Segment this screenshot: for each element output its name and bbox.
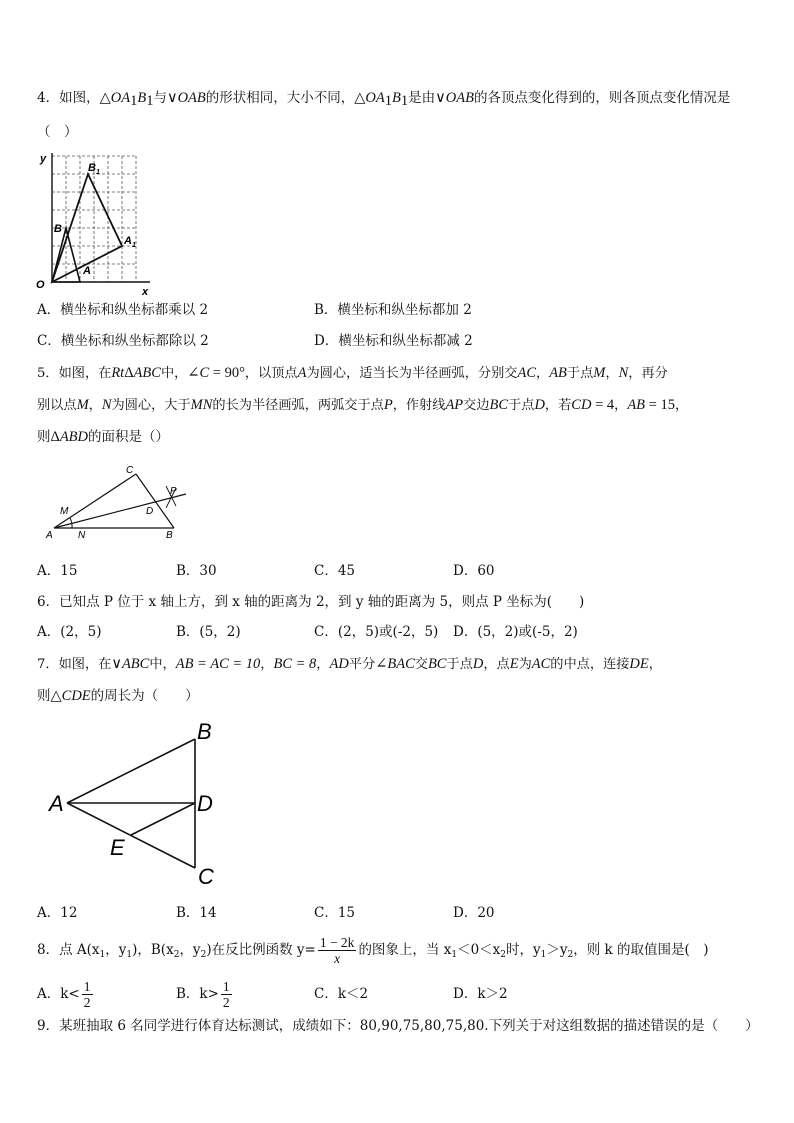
q4-option-a[interactable]: A．横坐标和纵坐标都乘以 2 — [37, 302, 209, 318]
q8-option-b-fraction: $\frac{1}{2}$ — [222, 979, 230, 1010]
q8-option-a-fraction: $\frac{1}{2}$ — [83, 979, 91, 1010]
q6-option-b[interactable]: B．(5，2) — [176, 624, 241, 640]
q5-label-d: D — [146, 506, 154, 517]
q5-label-m: M — [60, 506, 69, 517]
q4-option-d[interactable]: D．横坐标和纵坐标都减 2 — [314, 333, 473, 349]
q4-figure — [34, 148, 164, 298]
q4-label-o: O — [36, 279, 45, 291]
q7-stem-line1: 7．如图，在∨ABC中，AB = AC = 10，BC = 8，AD平分∠BAC交BC于点D，点E为AC的中点，连接DE， — [37, 656, 662, 672]
q5-figure — [40, 460, 200, 545]
q5-label-a: A — [46, 530, 53, 541]
q4-option-b[interactable]: B．横坐标和纵坐标都加 2 — [314, 302, 472, 318]
q9-stem: 9．某班抽取 6 名同学进行体育达标测试，成绩如下：80,90,75,80,75,80.下列关于对这组数据的描述错误的是（ ） — [37, 1018, 759, 1034]
q4-label-b1: $B_1$ — [88, 162, 100, 176]
q4-label-a1: $A_1$ — [124, 235, 136, 249]
q5-stem-line2: 别以点M，N为圆心，大于MN的长为半径画弧，两弧交于点P，作射线AP交边BC于点D，若CD = 4，AB = 15， — [37, 397, 689, 413]
q7-stem-line2: 则△CDE的周长为（ ） — [37, 688, 199, 704]
q8-option-d[interactable]: D．k＞2 — [453, 986, 508, 1002]
q7-label-b: B — [197, 719, 212, 744]
q5-label-c: C — [126, 465, 134, 476]
q4-option-c[interactable]: C．横坐标和纵坐标都除以 2 — [37, 333, 209, 349]
q6-option-d[interactable]: D．(5，2)或(-5，2) — [453, 624, 578, 640]
q4-label-b: B — [54, 223, 62, 235]
q4-label-a: A — [83, 265, 91, 277]
q7-figure — [40, 712, 240, 897]
q8-function-fraction: $\frac{1 - 2k}{x}$ — [319, 935, 355, 966]
q5-stem-line1: 5．如图，在RtΔABC中，∠C = 90°，以顶点A为圆心，适当长为半径画弧，分别交AC，AB于点M，N，再分 — [37, 365, 668, 381]
q4-label-x: x — [142, 286, 149, 298]
q7-label-e: E — [110, 835, 125, 860]
q8-option-b[interactable]: B．k> $\frac{1}{2}$ — [176, 979, 230, 1010]
q8-stem: 8．点 $A(x_1$，$y_1$)，$B(x_2$，$y_2$)在反比例函数 y= $\frac{1 - 2k}{x}$ 的图象上，当 $x_1<0<x_2$时，$y_1>y_2$，则 k 的取值围是( ) — [37, 935, 709, 966]
q8-option-a[interactable]: A．k< $\frac{1}{2}$ — [37, 979, 91, 1010]
q5-label-n: N — [78, 530, 86, 541]
q5-stem-line3: 则ΔABD的面积是（） — [37, 429, 170, 445]
q7-label-d: D — [197, 791, 213, 816]
q5-option-a[interactable]: A．15 — [37, 563, 78, 579]
q7-option-a[interactable]: A．12 — [37, 905, 78, 921]
q8-option-c[interactable]: C．k＜2 — [314, 986, 369, 1002]
q4-stem-line1: 4．如图，$\triangle OA_1B_1$与∨OAB的形状相同，大小不同，$\triangle OA_1B_1$是由∨OAB的各顶点变化得到的，则各顶点变化情况是 — [37, 90, 731, 109]
q7-option-d[interactable]: D．20 — [453, 905, 495, 921]
q5-label-b: B — [166, 530, 173, 541]
q6-option-a[interactable]: A．(2，5) — [37, 624, 102, 640]
q4-answer-paren: （ ） — [37, 124, 78, 140]
q6-stem: 6．已知点 P 位于 x 轴上方，到 x 轴的距离为 2，到 y 轴的距离为 5，则点 P 坐标为( ) — [37, 594, 585, 610]
q4-grid — [52, 156, 136, 282]
q4-label-y: y — [40, 153, 47, 165]
q7-option-b[interactable]: B．14 — [176, 905, 217, 921]
q7-label-a: A — [49, 791, 64, 816]
q6-option-c[interactable]: C．(2，5)或(-2，5) — [314, 624, 439, 640]
q7-option-c[interactable]: C．15 — [314, 905, 356, 921]
q5-option-c[interactable]: C．45 — [314, 563, 356, 579]
q7-label-c: C — [198, 864, 214, 889]
q5-label-p: P — [170, 486, 177, 497]
q5-option-b[interactable]: B．30 — [176, 563, 217, 579]
q5-option-d[interactable]: D．60 — [453, 563, 495, 579]
